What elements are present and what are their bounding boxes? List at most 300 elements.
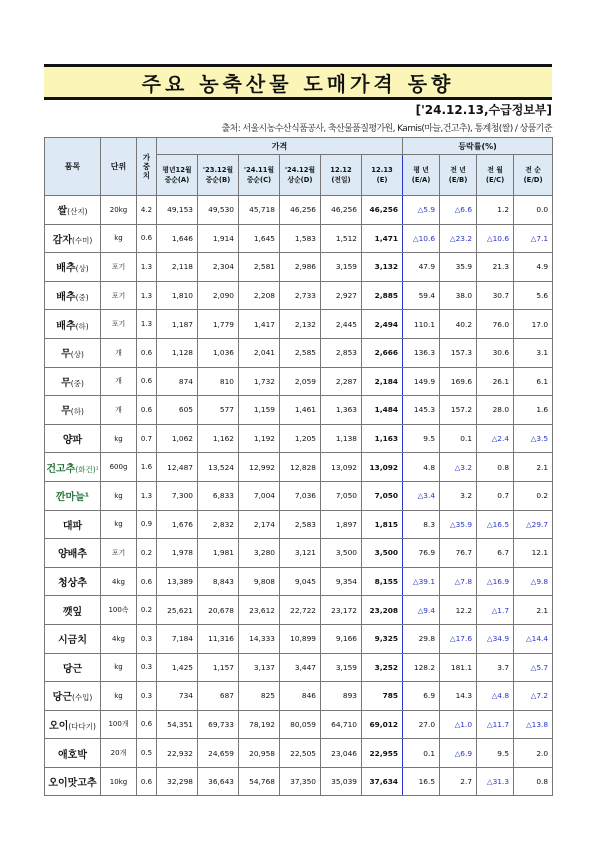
item-cell — [45, 567, 101, 596]
weight-cell: 1.3 — [137, 281, 157, 310]
weight-cell: 0.6 — [137, 710, 157, 739]
item-name: 애호박 — [58, 749, 87, 761]
ratio-cell: 29.8 — [403, 624, 440, 653]
item-name: 양배추 — [58, 549, 87, 561]
ratio-cell: △9.4 — [403, 596, 440, 625]
price-cell: 2,733 — [280, 281, 321, 310]
table-row — [45, 739, 553, 768]
price-cell: 3,159 — [321, 253, 362, 282]
price-cell: 2,287 — [321, 367, 362, 396]
report-date: ['24.12.13,수급정보부] — [415, 103, 552, 117]
price-cell: 64,710 — [321, 710, 362, 739]
price-cell: 2,832 — [198, 510, 239, 539]
unit-cell: 포기 — [101, 310, 137, 339]
price-cell: 10,899 — [280, 624, 321, 653]
price-cell: 1,138 — [321, 424, 362, 453]
ratio-cell: 4.9 — [514, 253, 553, 282]
ratio-cell: 59.4 — [403, 281, 440, 310]
ratio-cell: △7.1 — [514, 224, 553, 253]
item-name: 양파 — [62, 435, 83, 447]
price-cell: 11,316 — [198, 624, 239, 653]
weight-cell: 0.6 — [137, 767, 157, 796]
price-cell: 1,162 — [198, 424, 239, 453]
weight-cell: 1.3 — [137, 253, 157, 282]
price-cell: 1,036 — [198, 338, 239, 367]
price-cell: 2,132 — [280, 310, 321, 339]
price-cell: 46,256 — [321, 196, 362, 225]
price-cell: 8,843 — [198, 567, 239, 596]
price-cell: 2,581 — [239, 253, 280, 282]
item-cell — [45, 367, 101, 396]
price-cell: 25,621 — [157, 596, 198, 625]
item-subname: (산지) — [67, 207, 88, 217]
table-row — [45, 424, 553, 453]
header-ratio-col-line: (E/D) — [523, 176, 543, 184]
ratio-cell: 40.2 — [440, 310, 477, 339]
item-cell — [45, 253, 101, 282]
item-name: 무 — [61, 377, 71, 389]
price-cell: 1,461 — [280, 396, 321, 425]
price-cell: 1,810 — [157, 281, 198, 310]
price-cell: 1,981 — [198, 539, 239, 568]
table-row — [45, 196, 553, 225]
weight-cell: 0.5 — [137, 739, 157, 768]
price-today-cell: 22,955 — [362, 739, 403, 768]
item-cell — [45, 196, 101, 225]
ratio-cell: 14.3 — [440, 682, 477, 711]
price-cell: 1,676 — [157, 510, 198, 539]
header-price-col — [321, 155, 362, 196]
price-cell: 22,505 — [280, 739, 321, 768]
ratio-cell: 47.9 — [403, 253, 440, 282]
ratio-cell: 0.1 — [440, 424, 477, 453]
table-row — [45, 682, 553, 711]
ratio-cell: △31.3 — [477, 767, 514, 796]
ratio-cell: 169.6 — [440, 367, 477, 396]
price-cell: 2,174 — [239, 510, 280, 539]
item-name: 오이맛고추 — [48, 778, 97, 790]
price-cell: 7,036 — [280, 481, 321, 510]
price-cell: 3,447 — [280, 653, 321, 682]
weight-cell: 0.3 — [137, 682, 157, 711]
weight-cell: 0.2 — [137, 596, 157, 625]
price-cell: 1,417 — [239, 310, 280, 339]
ratio-cell: 181.1 — [440, 653, 477, 682]
price-cell: 7,050 — [321, 481, 362, 510]
unit-cell: kg — [101, 224, 137, 253]
header-ratio-col-line: (E/A) — [411, 176, 431, 184]
unit-cell: 100개 — [101, 710, 137, 739]
unit-cell: 포기 — [101, 539, 137, 568]
item-cell — [45, 310, 101, 339]
ratio-cell: 0.2 — [514, 481, 553, 510]
price-cell: 1,732 — [239, 367, 280, 396]
item-cell — [45, 453, 101, 482]
item-cell — [45, 596, 101, 625]
item-subname: (수미) — [71, 235, 93, 245]
ratio-cell: △1.0 — [440, 710, 477, 739]
price-cell: 9,166 — [321, 624, 362, 653]
price-today-cell: 3,500 — [362, 539, 403, 568]
table-row — [45, 310, 553, 339]
ratio-cell: △29.7 — [514, 510, 553, 539]
ratio-cell: 38.0 — [440, 281, 477, 310]
price-cell: 46,256 — [280, 196, 321, 225]
ratio-cell: 3.7 — [477, 653, 514, 682]
ratio-cell: △6.6 — [440, 196, 477, 225]
header-price-col-line: 상순(D) — [287, 176, 313, 184]
price-cell: 6,833 — [198, 481, 239, 510]
header-ratio-col — [403, 155, 440, 196]
price-cell: 2,090 — [198, 281, 239, 310]
price-cell: 14,333 — [239, 624, 280, 653]
price-cell: 9,354 — [321, 567, 362, 596]
item-name: 무 — [61, 406, 71, 418]
price-cell: 9,808 — [239, 567, 280, 596]
ratio-cell: 76.9 — [403, 539, 440, 568]
unit-cell: 20kg — [101, 196, 137, 225]
table-row — [45, 567, 553, 596]
price-today-cell: 2,494 — [362, 310, 403, 339]
item-subname: (하) — [75, 321, 89, 331]
header-ratio-col — [477, 155, 514, 196]
ratio-cell: △16.5 — [477, 510, 514, 539]
price-cell: 12,487 — [157, 453, 198, 482]
item-subname: (다다기) — [68, 721, 96, 731]
price-today-cell: 2,885 — [362, 281, 403, 310]
ratio-cell: 26.1 — [477, 367, 514, 396]
header-ratio-col — [514, 155, 553, 196]
item-name: 건고추 — [46, 463, 76, 475]
price-cell: 45,718 — [239, 196, 280, 225]
price-today-cell: 7,050 — [362, 481, 403, 510]
unit-cell: 개 — [101, 338, 137, 367]
table-row — [45, 510, 553, 539]
table-row — [45, 767, 553, 796]
price-cell: 35,039 — [321, 767, 362, 796]
ratio-cell: 1.2 — [477, 196, 514, 225]
price-today-cell: 23,208 — [362, 596, 403, 625]
table-row — [45, 653, 553, 682]
price-cell: 13,092 — [321, 453, 362, 482]
price-today-cell: 69,012 — [362, 710, 403, 739]
item-cell — [45, 739, 101, 768]
price-today-cell: 1,471 — [362, 224, 403, 253]
ratio-cell: 8.3 — [403, 510, 440, 539]
ratio-cell: 21.3 — [477, 253, 514, 282]
weight-cell: 0.6 — [137, 224, 157, 253]
price-cell: 24,659 — [198, 739, 239, 768]
item-cell — [45, 396, 101, 425]
item-subname: (상) — [75, 264, 89, 274]
header-price-col-line: (전일) — [331, 176, 351, 184]
price-today-cell: 3,252 — [362, 653, 403, 682]
header-price-col-line: 12.13 — [371, 166, 393, 174]
header-price-col-line: 12.12 — [330, 166, 352, 174]
ratio-cell: 136.3 — [403, 338, 440, 367]
price-today-cell: 8,155 — [362, 567, 403, 596]
item-name: 당근 — [52, 692, 72, 704]
price-today-cell: 1,484 — [362, 396, 403, 425]
price-today-cell: 37,634 — [362, 767, 403, 796]
weight-cell: 0.3 — [137, 624, 157, 653]
ratio-cell: △5.9 — [403, 196, 440, 225]
ratio-cell: 145.3 — [403, 396, 440, 425]
price-today-cell: 46,256 — [362, 196, 403, 225]
price-cell: 12,992 — [239, 453, 280, 482]
weight-cell: 0.2 — [137, 539, 157, 568]
weight-cell: 4.2 — [137, 196, 157, 225]
ratio-cell: 12.2 — [440, 596, 477, 625]
price-cell: 1,425 — [157, 653, 198, 682]
ratio-cell: △14.4 — [514, 624, 553, 653]
table-row — [45, 253, 553, 282]
item-name: 깻잎 — [62, 606, 83, 618]
ratio-cell: 0.8 — [514, 767, 553, 796]
unit-cell: kg — [101, 682, 137, 711]
ratio-cell: △2.4 — [477, 424, 514, 453]
price-cell: 37,350 — [280, 767, 321, 796]
price-cell: 810 — [198, 367, 239, 396]
item-name: 시금치 — [58, 635, 87, 647]
ratio-cell: 110.1 — [403, 310, 440, 339]
price-cell: 1,062 — [157, 424, 198, 453]
ratio-cell: △11.7 — [477, 710, 514, 739]
table-row — [45, 453, 553, 482]
price-cell: 13,524 — [198, 453, 239, 482]
unit-cell: kg — [101, 424, 137, 453]
price-cell: 1,646 — [157, 224, 198, 253]
price-cell: 2,041 — [239, 338, 280, 367]
item-name: 무 — [61, 349, 71, 361]
table-row — [45, 224, 553, 253]
table-row — [45, 367, 553, 396]
price-today-cell: 13,092 — [362, 453, 403, 482]
price-cell: 78,192 — [239, 710, 280, 739]
weight-cell: 0.6 — [137, 396, 157, 425]
unit-cell: kg — [101, 481, 137, 510]
ratio-cell: 6.1 — [514, 367, 553, 396]
header-ratio-col-line: 전 순 — [525, 166, 541, 174]
header-item: 품목 — [45, 138, 101, 196]
header-weight: 가 중 치 — [137, 138, 157, 196]
ratio-cell: 157.3 — [440, 338, 477, 367]
price-cell: 605 — [157, 396, 198, 425]
price-cell: 13,389 — [157, 567, 198, 596]
ratio-cell: △3.2 — [440, 453, 477, 482]
header-ratio-col-line: 평 년 — [413, 166, 429, 174]
price-cell: 734 — [157, 682, 198, 711]
ratio-cell: 0.7 — [477, 481, 514, 510]
ratio-cell: 4.8 — [403, 453, 440, 482]
item-name: 대파 — [62, 520, 83, 532]
price-cell: 20,958 — [239, 739, 280, 768]
ratio-cell: 30.6 — [477, 338, 514, 367]
weight-cell: 0.3 — [137, 653, 157, 682]
price-table — [44, 137, 553, 796]
item-name: 감자 — [52, 234, 72, 246]
price-cell: 1,128 — [157, 338, 198, 367]
header-price-col-line: 평년12월 — [162, 166, 192, 174]
unit-cell: 개 — [101, 367, 137, 396]
ratio-cell: 3.2 — [440, 481, 477, 510]
ratio-cell: 28.0 — [477, 396, 514, 425]
ratio-cell: △7.8 — [440, 567, 477, 596]
weight-cell: 0.6 — [137, 567, 157, 596]
ratio-cell: 17.0 — [514, 310, 553, 339]
ratio-cell: 16.5 — [403, 767, 440, 796]
item-cell — [45, 682, 101, 711]
ratio-cell: △35.9 — [440, 510, 477, 539]
price-cell: 3,159 — [321, 653, 362, 682]
table-row — [45, 539, 553, 568]
price-cell: 22,722 — [280, 596, 321, 625]
ratio-cell: △10.6 — [477, 224, 514, 253]
header-price-col-line: '23.12월 — [202, 166, 234, 174]
ratio-cell: 35.9 — [440, 253, 477, 282]
price-cell: 7,184 — [157, 624, 198, 653]
header-price-col — [362, 155, 403, 196]
table-row — [45, 710, 553, 739]
price-cell: 2,118 — [157, 253, 198, 282]
ratio-cell: 128.2 — [403, 653, 440, 682]
price-cell: 20,678 — [198, 596, 239, 625]
header-price-group: 가격 — [157, 138, 403, 155]
price-cell: 2,585 — [280, 338, 321, 367]
item-cell — [45, 624, 101, 653]
ratio-cell: 76.7 — [440, 539, 477, 568]
price-cell: 23,172 — [321, 596, 362, 625]
price-cell: 69,733 — [198, 710, 239, 739]
ratio-cell: 30.7 — [477, 281, 514, 310]
header-price-col-line: 중순(B) — [205, 176, 231, 184]
ratio-cell: 0.0 — [514, 196, 553, 225]
price-cell: 687 — [198, 682, 239, 711]
item-cell — [45, 710, 101, 739]
price-cell: 3,121 — [280, 539, 321, 568]
price-cell: 80,059 — [280, 710, 321, 739]
header-price-col-line: 중순(A) — [164, 176, 190, 184]
header-ratio-col — [440, 155, 477, 196]
price-cell: 2,445 — [321, 310, 362, 339]
item-name: 쌀 — [57, 206, 68, 218]
weight-cell: 0.6 — [137, 338, 157, 367]
header-price-col — [198, 155, 239, 196]
item-name: 배추 — [56, 320, 76, 332]
table-row — [45, 338, 553, 367]
ratio-cell: 5.6 — [514, 281, 553, 310]
header-price-col-line: (E) — [376, 176, 388, 184]
ratio-cell: △10.6 — [403, 224, 440, 253]
ratio-cell: △9.8 — [514, 567, 553, 596]
table-row — [45, 596, 553, 625]
price-today-cell: 3,132 — [362, 253, 403, 282]
item-name: 깐마늘¹ — [55, 492, 90, 504]
ratio-cell: △23.2 — [440, 224, 477, 253]
item-subname: (중) — [75, 293, 89, 303]
item-subname: (중) — [70, 378, 84, 388]
ratio-cell: △7.2 — [514, 682, 553, 711]
price-today-cell: 2,184 — [362, 367, 403, 396]
price-today-cell: 2,666 — [362, 338, 403, 367]
header-price-col-line: 중순(C) — [246, 176, 272, 184]
unit-cell: 개 — [101, 396, 137, 425]
price-cell: 874 — [157, 367, 198, 396]
price-cell: 3,280 — [239, 539, 280, 568]
price-cell: 2,059 — [280, 367, 321, 396]
header-ratio-group: 등락률(%) — [403, 138, 553, 155]
price-cell: 1,159 — [239, 396, 280, 425]
ratio-cell: 12.1 — [514, 539, 553, 568]
price-cell: 22,932 — [157, 739, 198, 768]
item-name: 당근 — [62, 663, 83, 675]
price-cell: 54,351 — [157, 710, 198, 739]
ratio-cell: 3.1 — [514, 338, 553, 367]
ratio-cell: 157.2 — [440, 396, 477, 425]
header-ratio-col-line: (E/B) — [448, 176, 468, 184]
weight-cell: 1.6 — [137, 453, 157, 482]
header-ratio-col-line: 전 년 — [450, 166, 466, 174]
item-subname: (수입) — [71, 693, 93, 703]
item-cell — [45, 338, 101, 367]
price-cell: 1,187 — [157, 310, 198, 339]
header-ratio-col-line: 전 월 — [487, 166, 503, 174]
price-cell: 2,208 — [239, 281, 280, 310]
header-price-col — [157, 155, 198, 196]
unit-cell: 4kg — [101, 567, 137, 596]
unit-cell: 100속 — [101, 596, 137, 625]
ratio-cell: △4.8 — [477, 682, 514, 711]
price-cell: 1,157 — [198, 653, 239, 682]
ratio-cell: 1.6 — [514, 396, 553, 425]
ratio-cell: 6.7 — [477, 539, 514, 568]
price-cell: 54,768 — [239, 767, 280, 796]
ratio-cell: 2.7 — [440, 767, 477, 796]
item-cell — [45, 767, 101, 796]
header-price-col — [280, 155, 321, 196]
price-cell: 1,205 — [280, 424, 321, 453]
item-cell — [45, 539, 101, 568]
price-cell: 3,500 — [321, 539, 362, 568]
ratio-cell: 2.1 — [514, 596, 553, 625]
ratio-cell: △13.8 — [514, 710, 553, 739]
ratio-cell: △6.9 — [440, 739, 477, 768]
weight-cell: 0.6 — [137, 367, 157, 396]
unit-cell: 20개 — [101, 739, 137, 768]
item-cell — [45, 281, 101, 310]
weight-cell: 0.7 — [137, 424, 157, 453]
price-cell: 7,004 — [239, 481, 280, 510]
header-unit: 단위 — [101, 138, 137, 196]
ratio-cell: 2.1 — [514, 453, 553, 482]
weight-cell: 1.3 — [137, 481, 157, 510]
price-cell: 36,643 — [198, 767, 239, 796]
unit-cell: kg — [101, 653, 137, 682]
price-today-cell: 9,325 — [362, 624, 403, 653]
ratio-cell: 76.0 — [477, 310, 514, 339]
unit-cell: 포기 — [101, 281, 137, 310]
price-cell: 7,300 — [157, 481, 198, 510]
unit-cell: kg — [101, 510, 137, 539]
price-cell: 32,298 — [157, 767, 198, 796]
ratio-cell: △17.6 — [440, 624, 477, 653]
item-cell — [45, 424, 101, 453]
ratio-cell: 9.5 — [403, 424, 440, 453]
unit-cell: 600g — [101, 453, 137, 482]
ratio-cell: △3.5 — [514, 424, 553, 453]
unit-cell: 4kg — [101, 624, 137, 653]
page-title: 주요 농축산물 도매가격 동향 — [44, 64, 552, 100]
